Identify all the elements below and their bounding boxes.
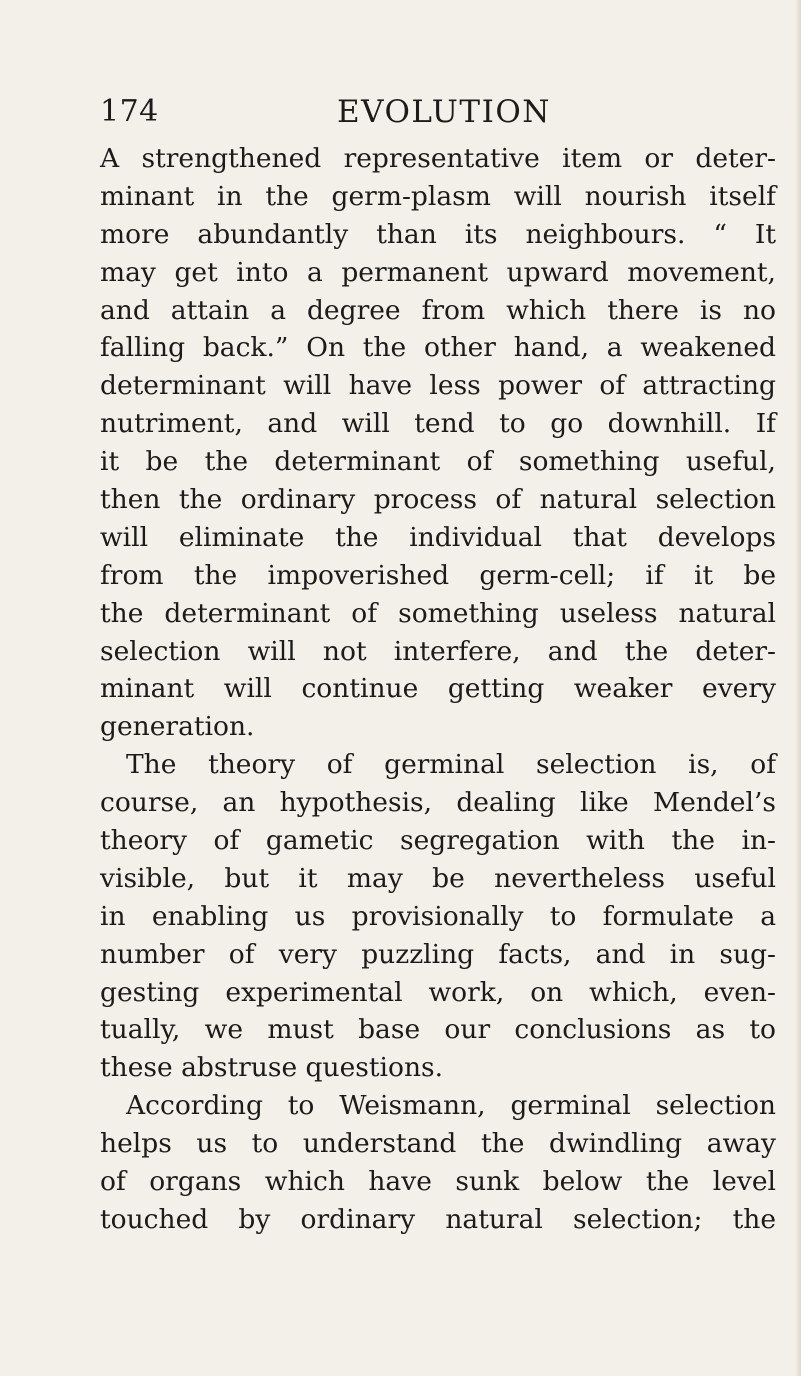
text-line: determinant will have less power of attracting <box>100 370 776 402</box>
text-line: touched by ordinary natural selection; the <box>100 1203 776 1235</box>
text-line: helps us to understand the dwindling away <box>100 1128 776 1160</box>
text-line: minant in the germ-plasm will nourish itself <box>100 180 776 212</box>
text-line: and attain a degree from which there is no <box>100 294 776 326</box>
page-number: 174 <box>100 94 159 129</box>
text-line: selection will not interfere, and the deter- <box>100 635 776 667</box>
paragraph-start-line: The theory of germinal selection is, of <box>126 749 776 781</box>
page-edge-shadow <box>795 0 801 1376</box>
text-line: visible, but it may be nevertheless useful <box>100 862 776 894</box>
text-line: minant will continue getting weaker every <box>100 673 776 705</box>
paragraph-end-line: generation. <box>100 711 255 743</box>
text-line: course, an hypothesis, dealing like Mendel’s <box>100 787 776 819</box>
text-line: the determinant of something useless natural <box>100 597 776 629</box>
text-line: more abundantly than its neighbours. “ It <box>100 218 776 250</box>
text-line: tually, we must base our conclusions as to <box>100 1014 776 1046</box>
text-line: will eliminate the individual that develops <box>100 521 776 553</box>
text-line: of organs which have sunk below the level <box>100 1166 776 1198</box>
text-line: gesting experimental work, on which, even- <box>100 976 776 1008</box>
text-line: A strengthened representative item or deter- <box>100 143 776 174</box>
text-line: may get into a permanent upward movement, <box>100 256 776 288</box>
body-text <box>100 140 776 1239</box>
running-head <box>100 92 760 132</box>
paragraph-end-line: these abstruse questions. <box>100 1052 444 1084</box>
text-line: it be the determinant of something useful, <box>100 446 776 478</box>
text-line: falling back.” On the other hand, a weakened <box>100 332 776 364</box>
text-line: nutriment, and will tend to go downhill. If <box>100 408 776 440</box>
text-line: then the ordinary process of natural selection <box>100 484 776 516</box>
text-line: from the impoverished germ-cell; if it be <box>100 559 776 591</box>
text-line: number of very puzzling facts, and in sug- <box>100 938 776 970</box>
running-title: EVOLUTION <box>337 94 551 130</box>
text-line: in enabling us provisionally to formulate a <box>100 900 776 932</box>
paragraph-start-line: According to Weismann, germinal selection <box>126 1090 776 1122</box>
text-line: theory of gametic segregation with the in- <box>100 825 776 857</box>
